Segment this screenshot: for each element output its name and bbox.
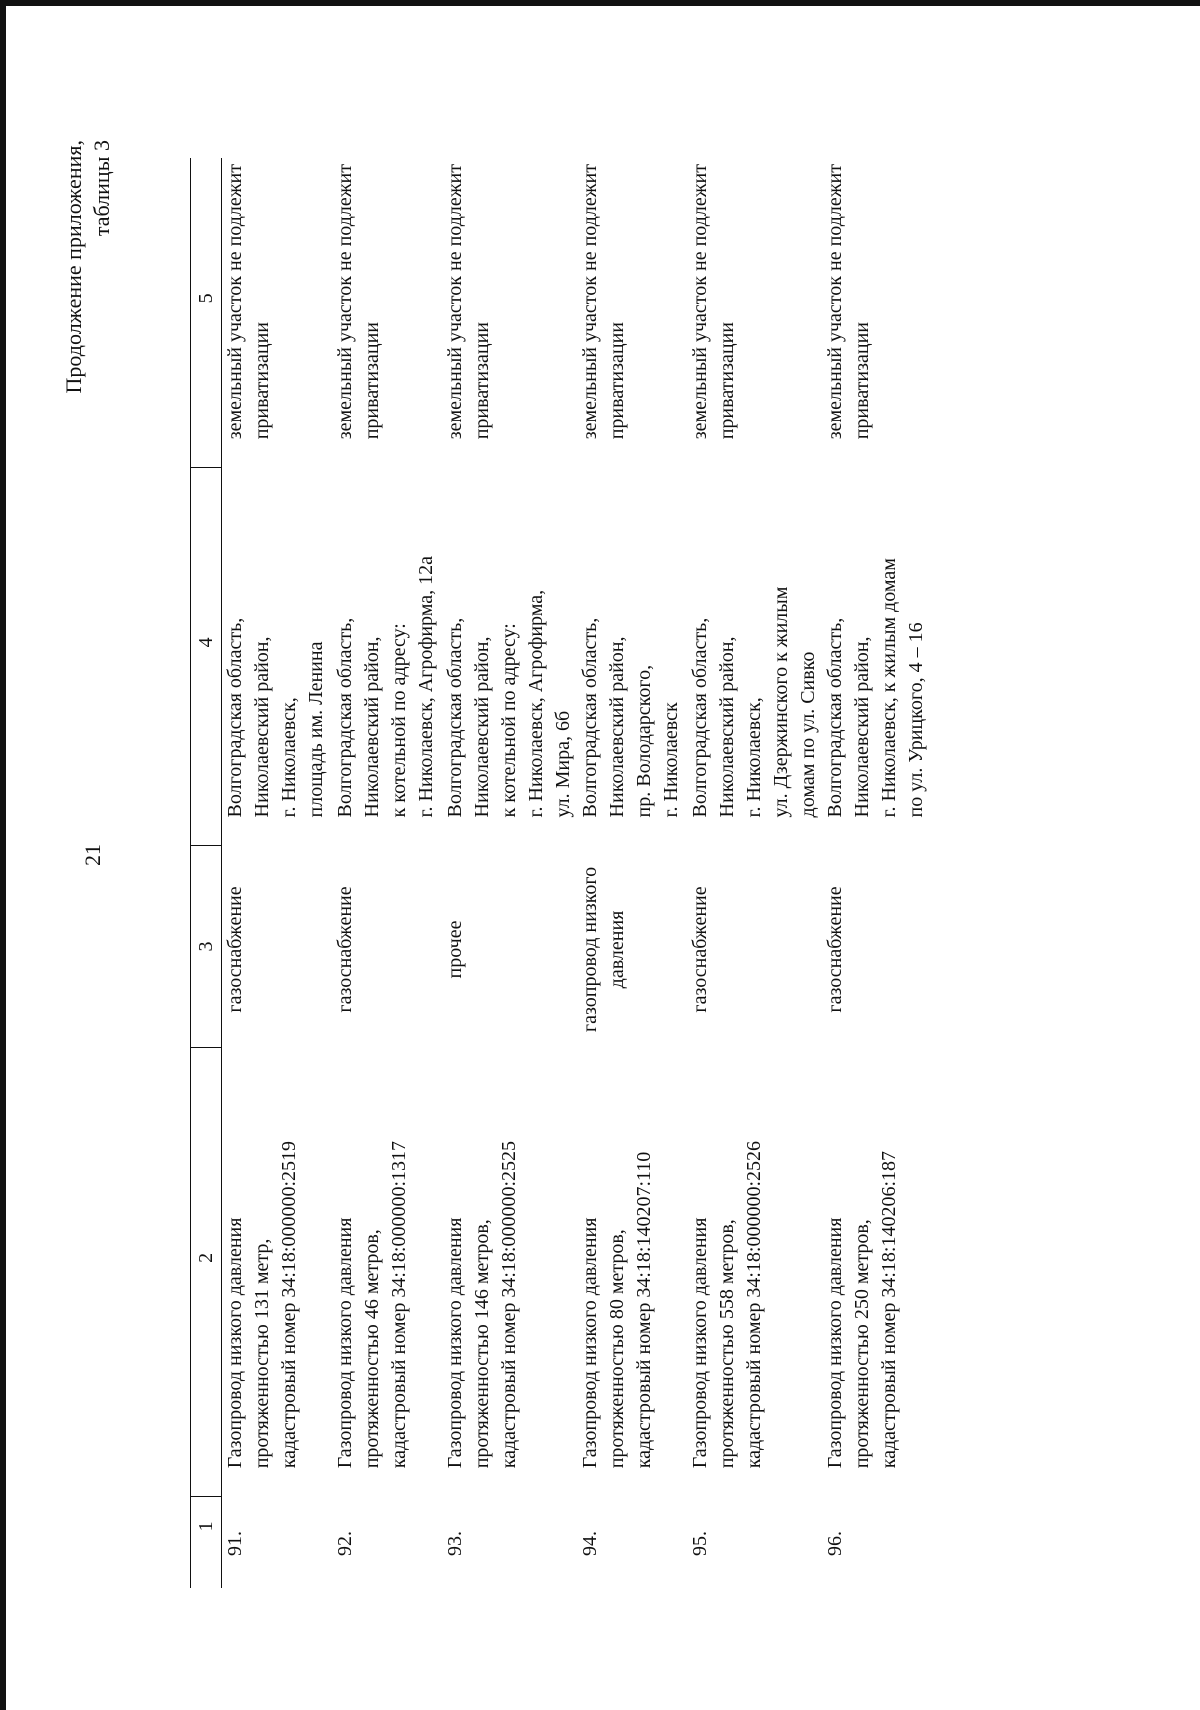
object-purpose-line: газопровод низкого (579, 866, 601, 1033)
object-note-line: приватизации (361, 321, 383, 440)
object-address-line: Николаевский район, (716, 636, 738, 818)
object-purpose-line: газоснабжение (224, 886, 246, 1013)
object-note-cell (687, 158, 822, 467)
object-name-line: Газопровод низкого давления (824, 1217, 846, 1469)
row-number-cell: 94. (579, 1531, 601, 1556)
object-address-line: г. Николаевск, (278, 697, 300, 818)
object-purpose-cell (687, 845, 822, 1047)
object-note-line: земельный участок не подлежит (444, 164, 466, 440)
object-note-line: земельный участок не подлежит (689, 164, 711, 440)
object-purpose-cell (442, 845, 577, 1047)
object-purpose-cell (332, 845, 442, 1047)
continuation-title (60, 140, 116, 393)
object-address-line: г. Николаевск, к жилым домам (878, 558, 900, 818)
object-address-line: пр. Володарского, (633, 664, 655, 818)
object-address-line: Николаевский район, (471, 636, 493, 818)
object-name-line: Газопровод низкого давления (579, 1217, 601, 1469)
object-purpose-line: газоснабжение (334, 886, 356, 1013)
table-row (222, 158, 333, 1588)
table-row (577, 158, 687, 1588)
object-address-line: ул. Дзержинского к жилым (770, 586, 792, 818)
object-name-line: Газопровод низкого давления (689, 1217, 711, 1469)
object-address-line: Николаевский район, (251, 636, 273, 818)
object-name-cell (442, 1048, 577, 1497)
column-header: 3 (191, 845, 222, 1047)
object-address-line: г. Николаевск, Агрофирма, (525, 589, 547, 818)
object-address-line: ул. Мира, 6б (552, 710, 574, 818)
object-name-cell (577, 1048, 687, 1497)
object-address-line: г. Николаевск, Агрофирма, 12а (415, 555, 437, 818)
object-address-line: г. Николаевск, (743, 697, 765, 818)
object-name-line: протяженностью 558 метров, (716, 1219, 738, 1469)
object-address-cell (822, 467, 932, 845)
object-name-cell (822, 1048, 932, 1497)
object-note-cell (222, 158, 333, 467)
object-address-line: Волгоградская область, (444, 617, 466, 818)
object-note-line: земельный участок не подлежит (824, 164, 846, 440)
object-name-line: протяженностью 131 метр, (251, 1238, 273, 1469)
table-row (687, 158, 822, 1588)
object-address-line: к котельной по адресу: (388, 623, 410, 818)
object-address-line: Николаевский район, (851, 636, 873, 818)
row-number-cell: 91. (224, 1531, 246, 1556)
object-name-line: Газопровод низкого давления (224, 1217, 246, 1469)
object-purpose-cell (577, 845, 687, 1047)
object-address-cell (332, 467, 442, 845)
object-name-cell (222, 1048, 333, 1497)
object-note-line: приватизации (606, 321, 628, 440)
object-note-cell (442, 158, 577, 467)
continuation-title-line: таблицы 3 (89, 140, 114, 237)
object-note-line: земельный участок не подлежит (579, 164, 601, 440)
object-purpose-cell (822, 845, 932, 1047)
object-name-line: кадастровый номер 34:18:000000:2526 (743, 1140, 765, 1469)
column-header: 2 (191, 1048, 222, 1497)
object-name-line: кадастровый номер 34:18:000000:2519 (278, 1140, 300, 1469)
object-address-line: по ул. Урицкого, 4 – 16 (905, 622, 927, 818)
object-note-line: земельный участок не подлежит (224, 164, 246, 440)
object-name-line: кадастровый номер 34:18:140207:110 (633, 1151, 655, 1469)
table-row (442, 158, 577, 1588)
object-purpose-line: давления (606, 910, 628, 989)
object-address-line: домам по ул. Сивко (797, 651, 819, 818)
row-number-cell: 95. (689, 1531, 711, 1556)
object-note-cell (822, 158, 932, 467)
page-number: 21 (80, 844, 105, 866)
object-name-line: протяженностью 146 метров, (471, 1219, 493, 1469)
property-table (190, 158, 932, 1588)
object-purpose-line: газоснабжение (689, 886, 711, 1013)
object-note-cell (577, 158, 687, 467)
object-address-line: Волгоградская область, (579, 617, 601, 818)
table-row (822, 158, 932, 1588)
column-header: 4 (191, 467, 222, 845)
object-address-line: г. Николаевск (660, 702, 682, 818)
object-purpose-cell (222, 845, 333, 1047)
column-header: 5 (191, 158, 222, 467)
object-address-line: площадь им. Ленина (305, 641, 327, 818)
object-name-line: кадастровый номер 34:18:000000:2525 (498, 1140, 520, 1469)
object-name-cell (332, 1048, 442, 1497)
object-address-cell (222, 467, 333, 845)
object-address-cell (687, 467, 822, 845)
object-address-line: Николаевский район, (606, 636, 628, 818)
column-header: 1 (191, 1496, 222, 1588)
object-note-line: земельный участок не подлежит (334, 164, 356, 440)
object-note-line: приватизации (851, 321, 873, 440)
table-header-row (191, 158, 222, 1588)
object-address-line: к котельной по адресу: (498, 623, 520, 818)
object-note-line: приватизации (251, 321, 273, 440)
object-name-line: Газопровод низкого давления (334, 1217, 356, 1469)
object-note-line: приватизации (716, 321, 738, 440)
object-address-line: Волгоградская область, (689, 617, 711, 818)
object-name-line: кадастровый номер 34:18:000000:1317 (388, 1140, 410, 1469)
object-address-line: Волгоградская область, (224, 617, 246, 818)
continuation-title-line: Продолжение приложения, (61, 140, 86, 394)
object-name-cell (687, 1048, 822, 1497)
object-address-cell (442, 467, 577, 845)
object-name-line: протяженностью 46 метров, (361, 1229, 383, 1469)
object-name-line: протяженностью 80 метров, (606, 1229, 628, 1469)
object-note-cell (332, 158, 442, 467)
table-body (222, 158, 933, 1588)
object-address-cell (577, 467, 687, 845)
object-note-line: приватизации (471, 321, 493, 440)
object-address-line: Волгоградская область, (824, 617, 846, 818)
table-row (332, 158, 442, 1588)
row-number-cell: 92. (334, 1531, 356, 1556)
object-purpose-line: газоснабжение (824, 886, 846, 1013)
object-purpose-line: прочее (444, 920, 466, 979)
object-name-line: кадастровый номер 34:18:140206:187 (878, 1150, 900, 1469)
object-name-line: Газопровод низкого давления (444, 1217, 466, 1469)
row-number-cell: 96. (824, 1531, 846, 1556)
object-address-line: Николаевский район, (361, 636, 383, 818)
object-address-line: Волгоградская область, (334, 617, 356, 818)
object-name-line: протяженностью 250 метров, (851, 1219, 873, 1469)
row-number-cell: 93. (444, 1531, 466, 1556)
